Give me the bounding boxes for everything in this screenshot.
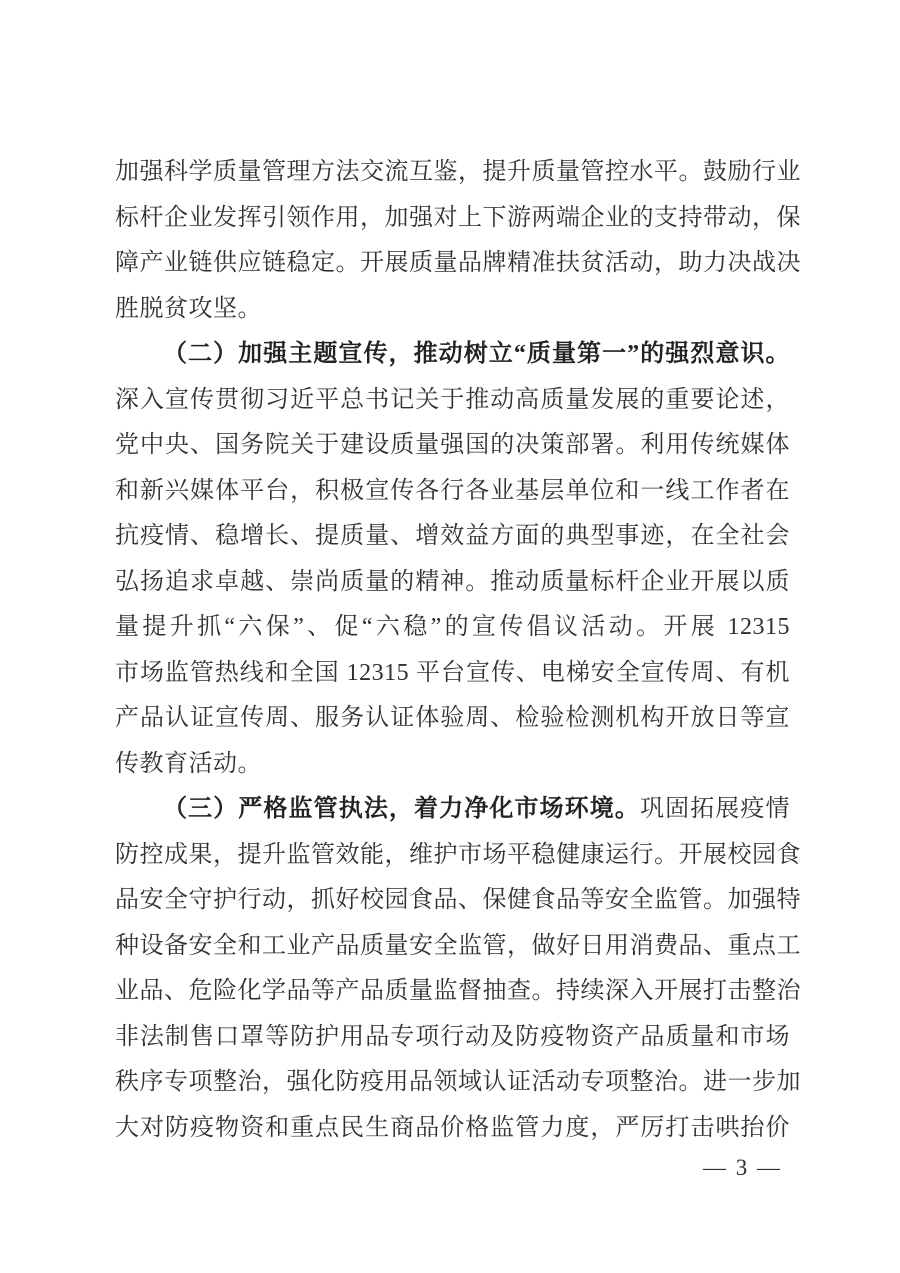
heading-tail-text: 巩固拓展疫情 [639,796,791,822]
text-line: 障产业链供应链稳定。开展质量品牌精准扶贫活动，助力决战决 [115,250,801,276]
text-line: 大对防疫物资和重点民生商品价格监管力度，严厉打击哄抬价 [115,1114,790,1141]
page-number: — 3 — [703,1155,782,1180]
text-line: 传教育活动。 [115,750,262,777]
section-heading-3-line [115,787,790,833]
text-line: 标杆企业发挥引领作用，加强对上下游两端企业的支持带动，保 [115,204,801,231]
text-line: 加强科学质量管理方法交流互鉴，提升质量管控水平。鼓励行业 [115,159,801,185]
text-line: 量提升抓“六保”、促“六稳”的宣传倡议活动。开展 12315 [115,614,790,640]
paragraph-section-3 [115,787,801,1151]
text-line: 防控成果，提升监管效能，维护市场平稳健康运行。开展校园食 [115,841,801,868]
text-line: 产品认证宣传周、服务认证体验周、检验检测机构开放日等宣 [115,705,790,731]
text-block [115,150,801,1151]
text-line: 种设备安全和工业产品质量安全监管，做好日用消费品、重点工 [115,932,801,959]
text-line: 党中央、国务院关于建设质量强国的决策部署。利用传统媒体 [115,432,790,458]
text-line: 和新兴媒体平台，积极宣传各行各业基层单位和一线工作者在 [115,477,790,504]
text-line: 秩序专项整治，强化防疫用品领域认证活动专项整治。进一步加 [115,1069,801,1095]
paragraph-section-2 [115,332,790,787]
text-line: 胜脱贫攻坚。 [115,295,262,322]
section-heading-2: （二）加强主题宣传，推动树立“质量第一”的强烈意识。 [163,341,790,367]
text-line: 品安全守护行动，抓好校园食品、保健食品等安全监管。加强特 [115,887,801,913]
text-line: 抗疫情、稳增长、提质量、增效益方面的典型事迹，在全社会 [115,523,790,549]
text-line: 非法制售口罩等防护用品专项行动及防疫物资产品质量和市场 [115,1023,790,1050]
text-line: 深入宣传贯彻习近平总书记关于推动高质量发展的重要论述， [115,386,790,413]
text-line: 市场监管热线和全国 12315 平台宣传、电梯安全宣传周、有机 [115,659,790,686]
paragraph-continuation [115,150,801,332]
section-heading-3: （三）严格监管执法，着力净化市场环境。 [163,796,640,822]
text-line: 弘扬追求卓越、崇尚质量的精神。推动质量标杆企业开展以质 [115,568,790,595]
text-line: 业品、危险化学品等产品质量监督抽查。持续深入开展打击整治 [115,978,801,1004]
